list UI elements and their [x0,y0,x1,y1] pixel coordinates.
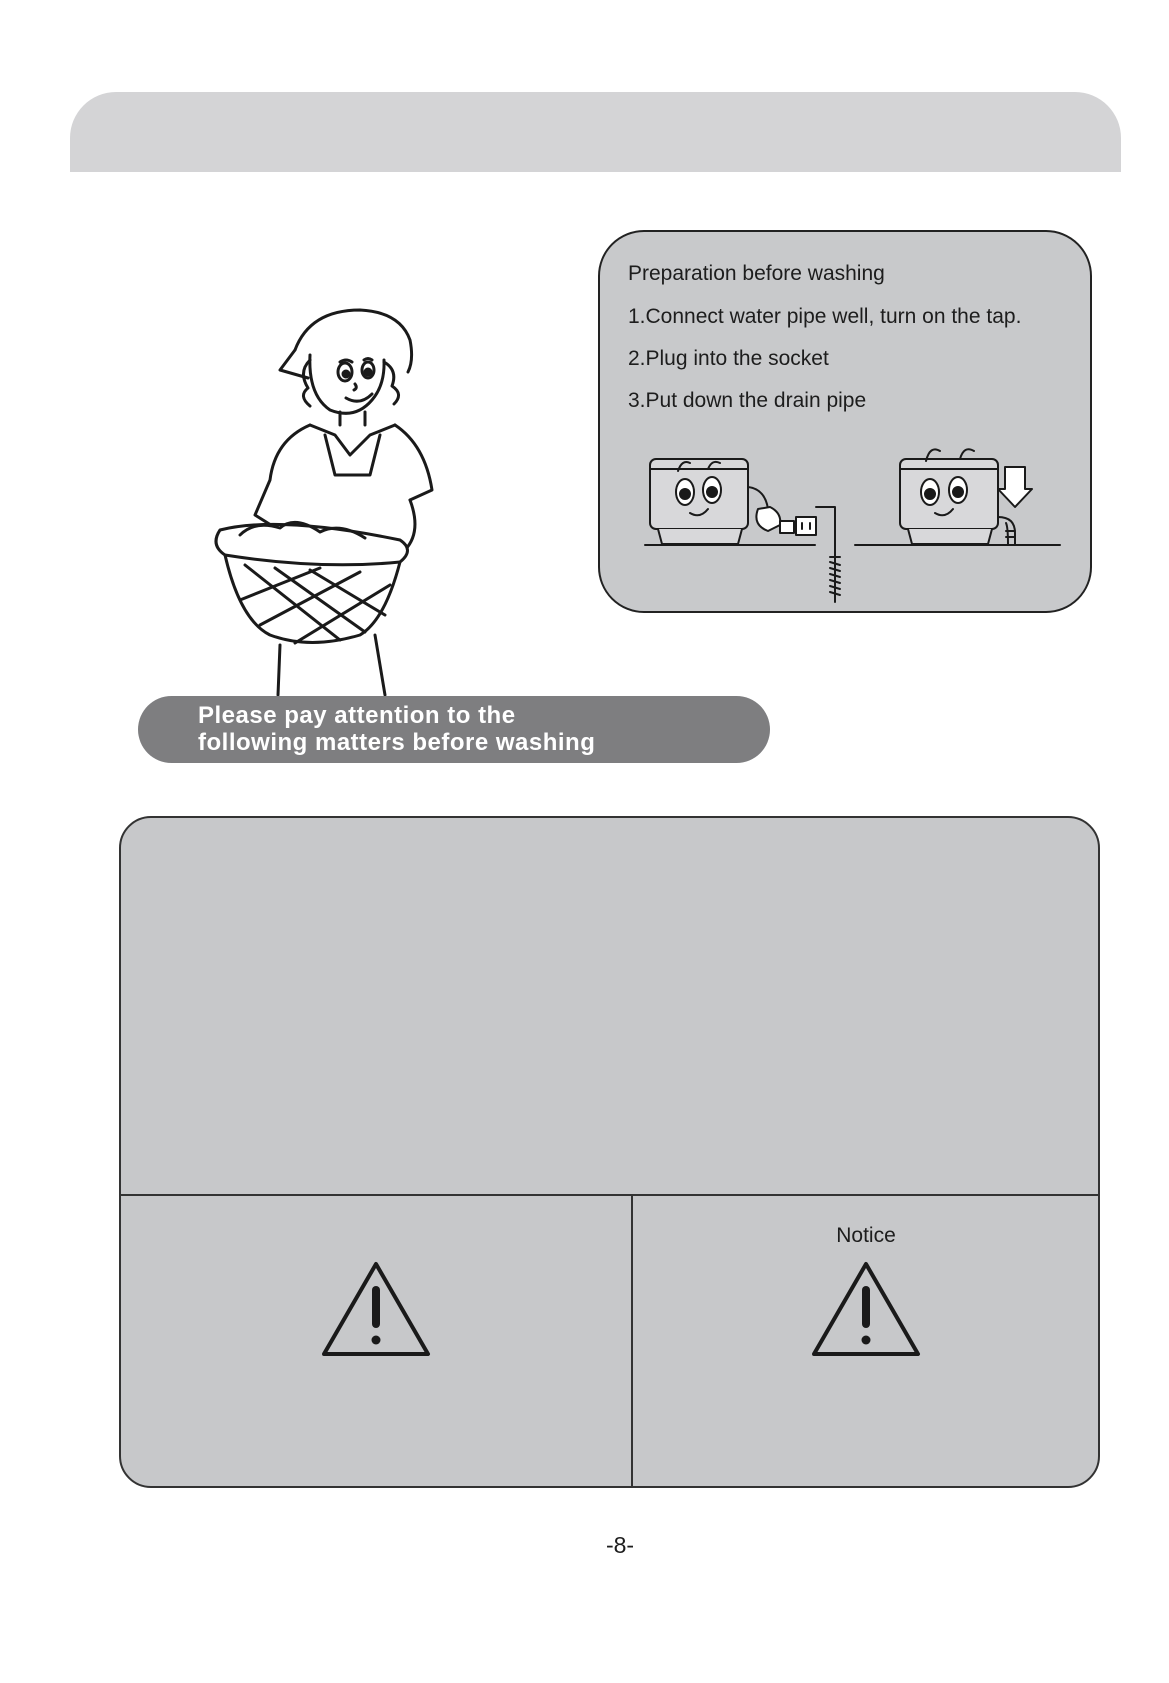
preparation-step-2: 2.Plug into the socket [628,347,829,370]
preparation-title: Preparation before washing [628,262,885,285]
attention-line-1: Please pay attention to the [198,702,516,729]
preparation-step-3: 3.Put down the drain pipe [628,389,867,412]
vertical-divider [631,1195,633,1488]
horizontal-divider [121,1194,1098,1196]
header-band [70,92,1121,172]
preparation-box [598,230,1092,613]
matters-box [119,816,1100,1488]
attention-line-2: following matters before washing [198,729,596,756]
attention-banner [138,696,770,763]
page-number: -8- [605,1532,635,1558]
washing-machine-setup-illustration [630,447,1070,607]
preparation-step-1: 1.Connect water pipe well, turn on the tap. [628,305,1022,328]
warning-triangle-icon [320,1260,432,1358]
notice-label: Notice [836,1224,896,1247]
warning-triangle-icon [810,1260,922,1358]
woman-with-laundry-basket-illustration [200,300,460,700]
